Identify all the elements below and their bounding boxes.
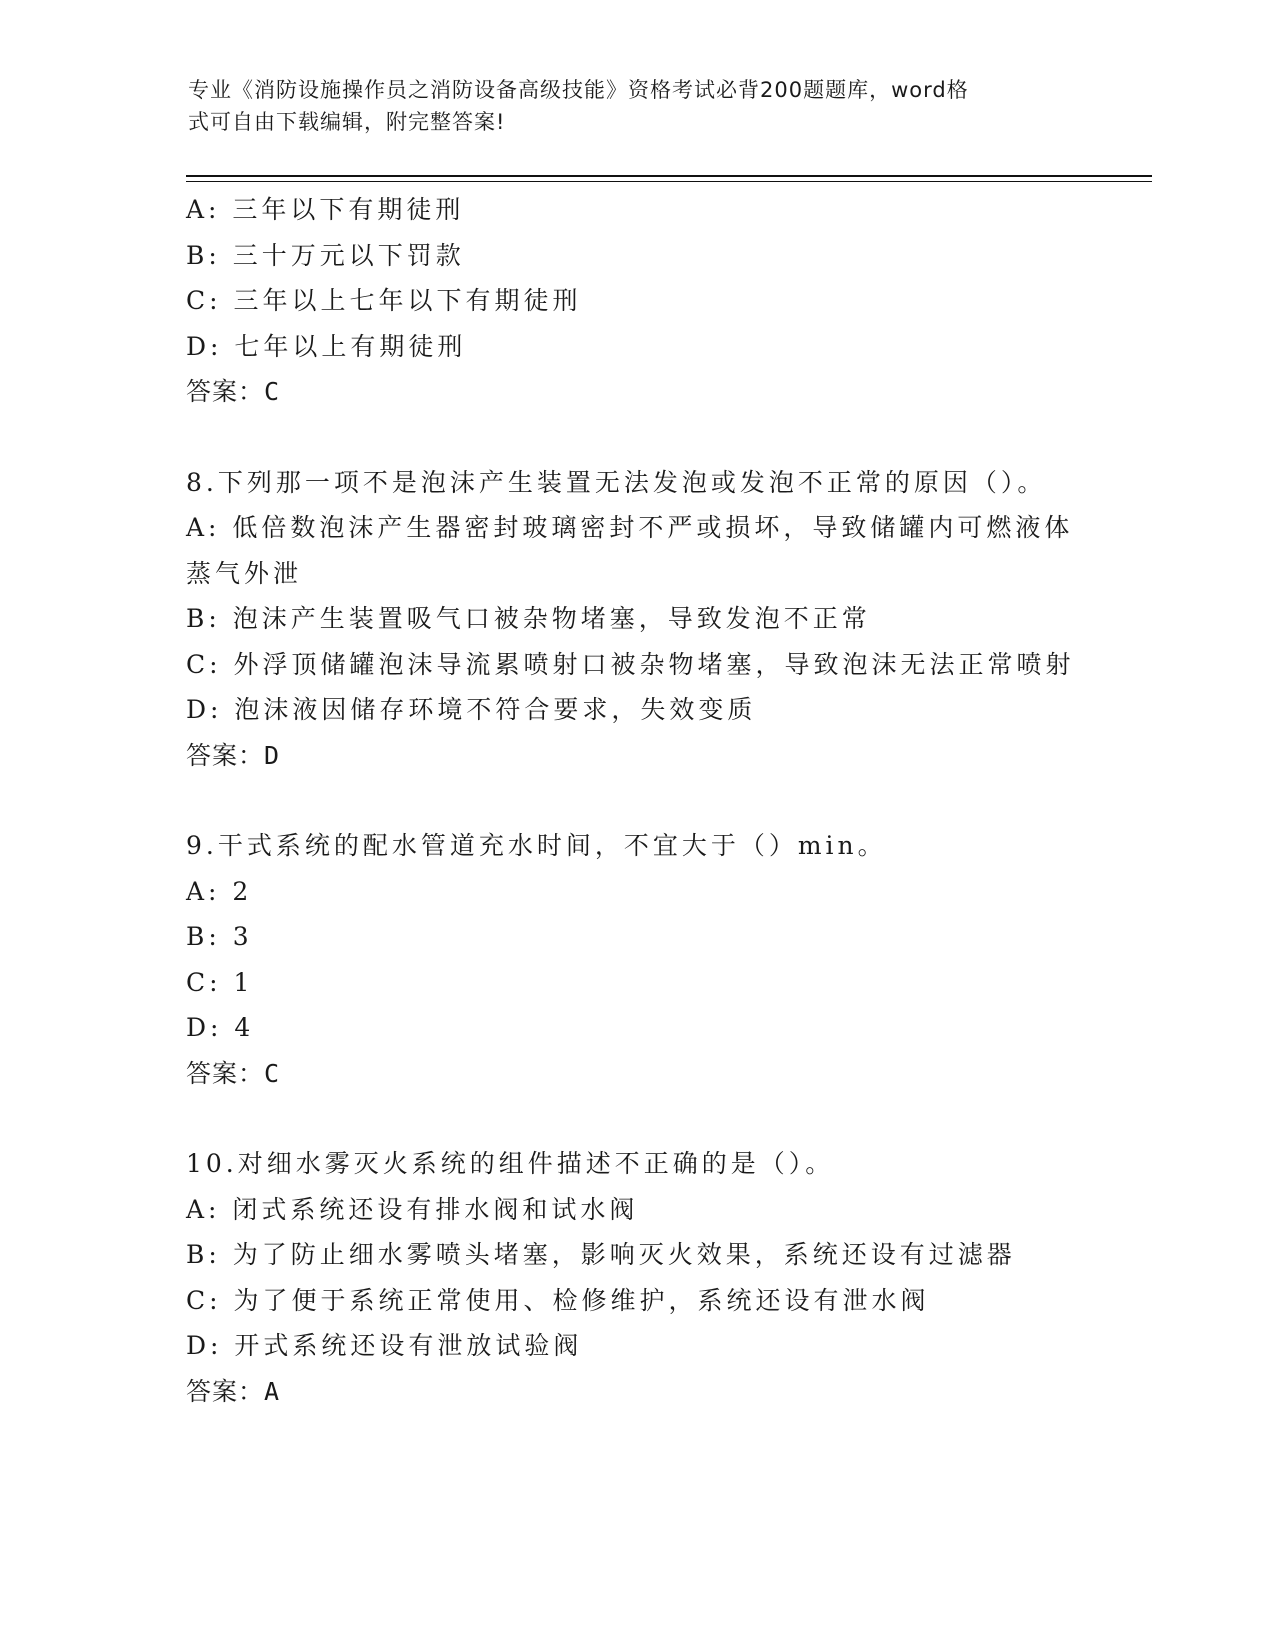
option-b: B: 三十万元以下罚款 (186, 240, 465, 270)
answer: 答案：C (186, 377, 281, 406)
option-a: A: 2 (186, 876, 253, 906)
option-d: D: 七年以上有期徒刑 (186, 331, 467, 361)
option-c: C: 三年以上七年以下有期徒刑 (186, 286, 582, 315)
option-d: D: 4 (186, 1013, 255, 1042)
question-7-block (186, 187, 1086, 415)
question-8-block (186, 460, 1086, 779)
option-a: A: 闭式系统还设有排水阀和试水阀 (186, 1194, 639, 1224)
option-d: D: 泡沫液因储存环境不符合要求，失效变质 (186, 695, 757, 724)
question-text: 9.干式系统的配水管道充水时间，不宜大于（）min。 (186, 831, 887, 860)
question-9-block (186, 823, 1086, 1096)
question-text: 10.对细水雾灭火系统的组件描述不正确的是（）。 (186, 1149, 835, 1178)
answer: 答案：D (186, 740, 281, 770)
header-line-1: 专业《消防设施操作员之消防设备高级技能》资格考试必背200题题库，word格 (188, 78, 969, 102)
option-a-continued: 蒸气外泄 (186, 558, 303, 588)
question-list (186, 187, 1086, 1414)
answer: 答案：C (186, 1058, 281, 1088)
spacer (186, 415, 1086, 460)
option-b: B: 3 (186, 922, 253, 951)
question-text: 8.下列那一项不是泡沫产生装置无法发泡或发泡不正常的原因（）。 (186, 467, 1047, 497)
option-c: C: 为了便于系统正常使用、检修维护，系统还设有泄水阀 (186, 1285, 930, 1315)
header-line-2: 式可自由下载编辑，附完整答案! (188, 110, 506, 134)
spacer (186, 1096, 1086, 1141)
option-c: C: 外浮顶储罐泡沫导流累喷射口被杂物堵塞，导致泡沫无法正常喷射 (186, 649, 1075, 679)
option-b: B: 泡沫产生装置吸气口被杂物堵塞，导致发泡不正常 (186, 604, 871, 633)
spacer (186, 778, 1086, 823)
option-b: B: 为了防止细水雾喷头堵塞，影响灭火效果，系统还设有过滤器 (186, 1240, 1016, 1269)
option-d: D: 开式系统还设有泄放试验阀 (186, 1331, 583, 1360)
option-a: A: 低倍数泡沫产生器密封玻璃密封不严或损坏，导致储罐内可燃液体 (186, 513, 1074, 542)
answer: 答案：A (186, 1376, 281, 1406)
header-divider-thick (186, 175, 1152, 177)
document-header (188, 74, 1068, 138)
header-divider-thin (186, 181, 1152, 182)
option-c: C: 1 (186, 967, 254, 997)
option-a: A: 三年以下有期徒刑 (186, 195, 465, 224)
question-10-block (186, 1141, 1086, 1414)
